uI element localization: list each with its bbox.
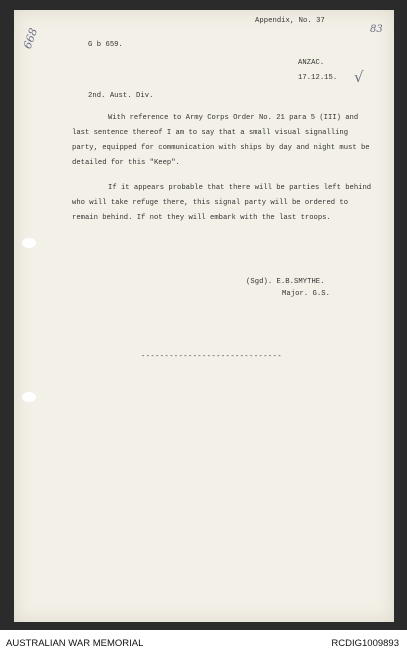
signatory-rank: Major. G.S. — [282, 290, 330, 298]
footer-record-id: RCDIG1009893 — [331, 638, 399, 649]
page-number-mark: 83 — [370, 24, 383, 35]
paragraph-1: With reference to Army Corps Order No. 21 para 5 (III) and last sentence thereof I am to say that a small visual signalling party, equipped for communication with ships by day and night must be detailed for this "Keep". — [72, 114, 370, 167]
punch-hole — [22, 392, 36, 402]
appendix-heading: Appendix, No. 37 — [255, 17, 325, 25]
footer-bar — [0, 630, 407, 654]
divider-line: ------------------------------ — [141, 353, 283, 361]
signature: (Sgd). E.B.SMYTHE. — [246, 278, 325, 286]
reference-number: G b 659. — [88, 41, 123, 49]
origin: ANZAC. — [298, 59, 325, 67]
margin-note: 668 — [20, 26, 41, 51]
tick-mark: √ — [354, 68, 364, 86]
date: 17.12.15. — [298, 74, 338, 82]
footer-institution: AUSTRALIAN WAR MEMORIAL — [6, 638, 144, 649]
punch-hole — [22, 238, 36, 248]
paragraph-2: If it appears probable that there will be parties left behind who will take refuge there, this signal party will be ordered to remain behind. If not they will embark with the last troops. — [72, 184, 372, 222]
document-page — [14, 10, 394, 622]
addressee: 2nd. Aust. Div. — [88, 92, 154, 100]
